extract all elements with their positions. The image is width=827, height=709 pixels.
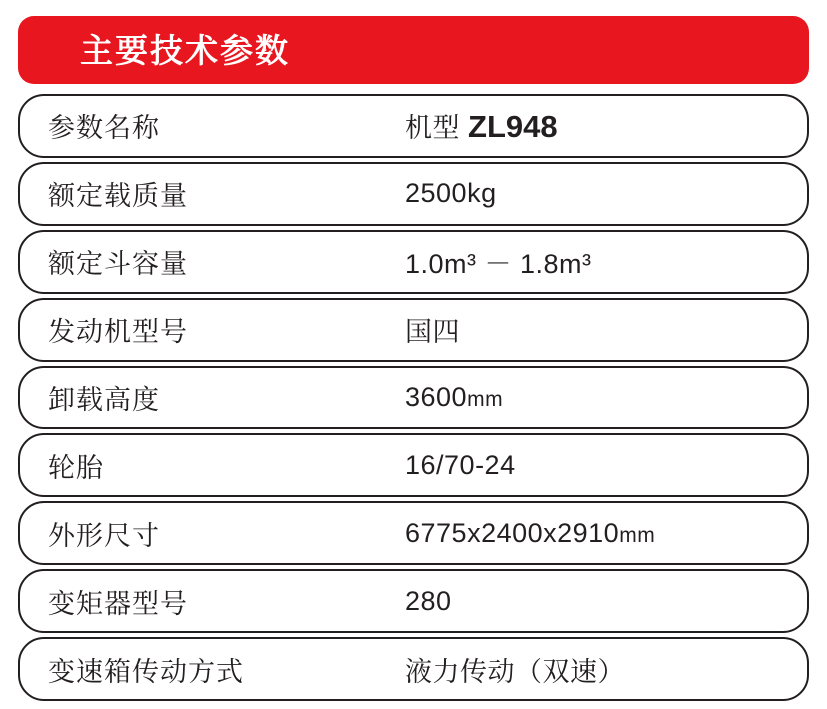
table-row [18,366,809,430]
row-value: 280 [405,585,452,616]
table-row [18,162,809,226]
table-row [18,637,809,701]
row-label: 发动机型号 [48,317,188,348]
row-label: 额定斗容量 [48,249,188,280]
row-label: 变速箱传动方式 [48,656,244,687]
table-row [18,433,809,497]
table-row [18,501,809,565]
row-label: 外形尺寸 [48,520,160,551]
page-title: 主要技术参数 [80,31,290,69]
row-label: 额定载质量 [48,181,188,212]
row-value: 2500kg [405,178,497,209]
table-row [18,230,809,294]
row-value: 国四 [405,317,460,348]
model-code: ZL948 [468,109,558,145]
row-value [405,106,807,145]
spec-table [18,94,809,701]
title-bar [18,16,809,84]
row-label: 卸载高度 [48,385,160,415]
value-unit: mm [467,388,504,411]
table-row [18,298,809,362]
row-label: 变矩器型号 [48,588,188,619]
table-row-header [18,94,809,158]
row-value: 液力传动（双速） [405,656,625,687]
row-label: 轮胎 [48,452,104,483]
model-prefix: 机型 [405,113,469,144]
row-value [405,518,807,549]
table-row [18,569,809,633]
row-value: 1.0m³ － 1.8m³ [405,249,592,280]
row-value: 16/70-24 [405,449,516,480]
value-number: 3600 [405,382,468,412]
value-number: 6775x2400x2910 [405,517,620,548]
row-label: 参数名称 [48,113,160,144]
value-unit: mm [619,523,656,547]
row-value [405,382,807,413]
